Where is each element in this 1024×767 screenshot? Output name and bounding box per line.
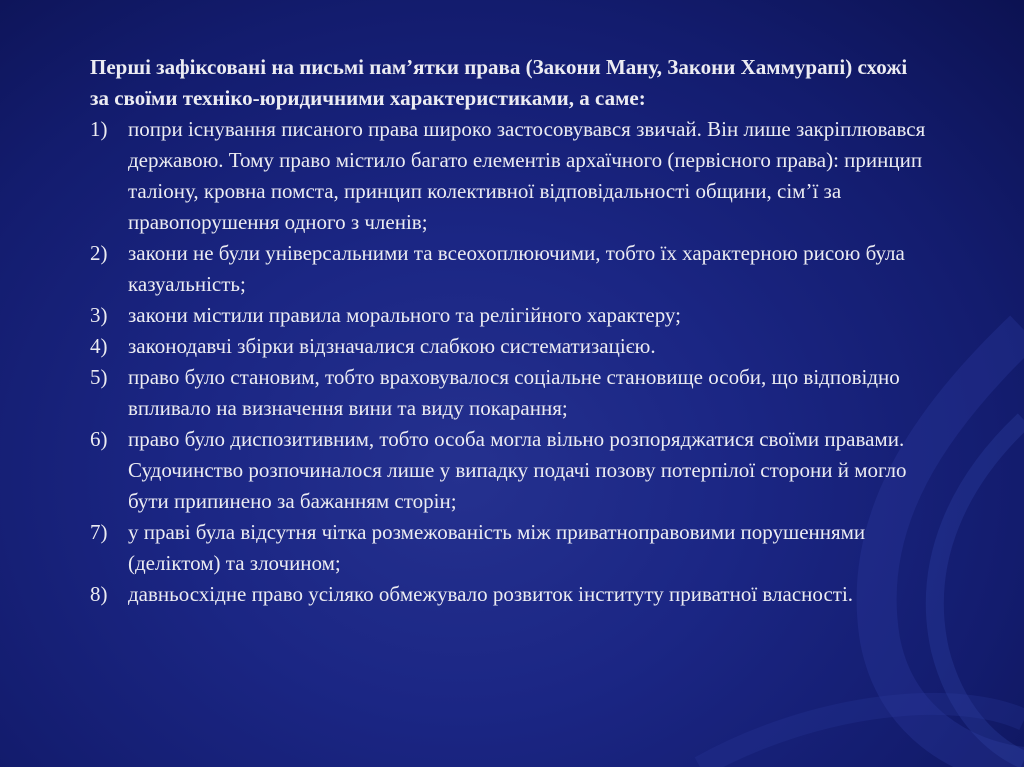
list-item xyxy=(90,579,930,610)
provisions-list xyxy=(90,114,930,610)
list-item-text: законодавчі збірки відзначалися слабкою систематизацією. xyxy=(128,334,656,358)
list-item xyxy=(90,362,930,424)
list-item-text: право було становим, тобто враховувалося соціальне становище особи, що відповідно впливало на визначення вини та виду покарання; xyxy=(128,365,900,420)
list-item xyxy=(90,300,930,331)
list-item-number: 6) xyxy=(90,427,108,451)
list-item-number: 3) xyxy=(90,303,108,327)
list-item-text: право було диспозитивним, тобто особа могла вільно розпоряджатися своїми правами. Судочинство розпочиналося лише у випадку подачі позову потерпілої сторони й могло бути припинено за бажанням сторін; xyxy=(128,427,907,513)
list-item-text: давньосхідне право усіляко обмежувало розвиток інституту приватної власності. xyxy=(128,582,854,606)
slide-content xyxy=(90,52,930,610)
list-item xyxy=(90,114,930,238)
list-item xyxy=(90,331,930,362)
list-item-number: 8) xyxy=(90,582,108,606)
list-item-number: 2) xyxy=(90,241,108,265)
list-item-number: 5) xyxy=(90,365,108,389)
intro-paragraph: Перші зафіксовані на письмі пам’ятки права (Закони Ману, Закони Хаммурапі) схожі за своїми техніко-юридичними характеристиками, а саме: xyxy=(90,55,908,110)
list-item-number: 7) xyxy=(90,520,108,544)
list-item-text: закони не були універсальними та всеохоплюючими, тобто їх характерною рисою була казуальність; xyxy=(128,241,905,296)
list-item-text: у праві була відсутня чітка розмежованість між приватноправовими порушеннями (деліктом) та злочином; xyxy=(128,520,866,575)
list-item xyxy=(90,517,930,579)
list-item-number: 4) xyxy=(90,334,108,358)
list-item-number: 1) xyxy=(90,117,108,141)
list-item-text: попри існування писаного права широко застосовувався звичай. Він лише закріплювався державою. Тому право містило багато елементів архаїчного (первісного права): принцип таліону, кровна помста, принцип колективної відповідальності общини, сім’ї за правопорушення одного з членів; xyxy=(128,117,926,234)
list-item xyxy=(90,238,930,300)
list-item-text: закони містили правила морального та релігійного характеру; xyxy=(128,303,681,327)
list-item xyxy=(90,424,930,517)
